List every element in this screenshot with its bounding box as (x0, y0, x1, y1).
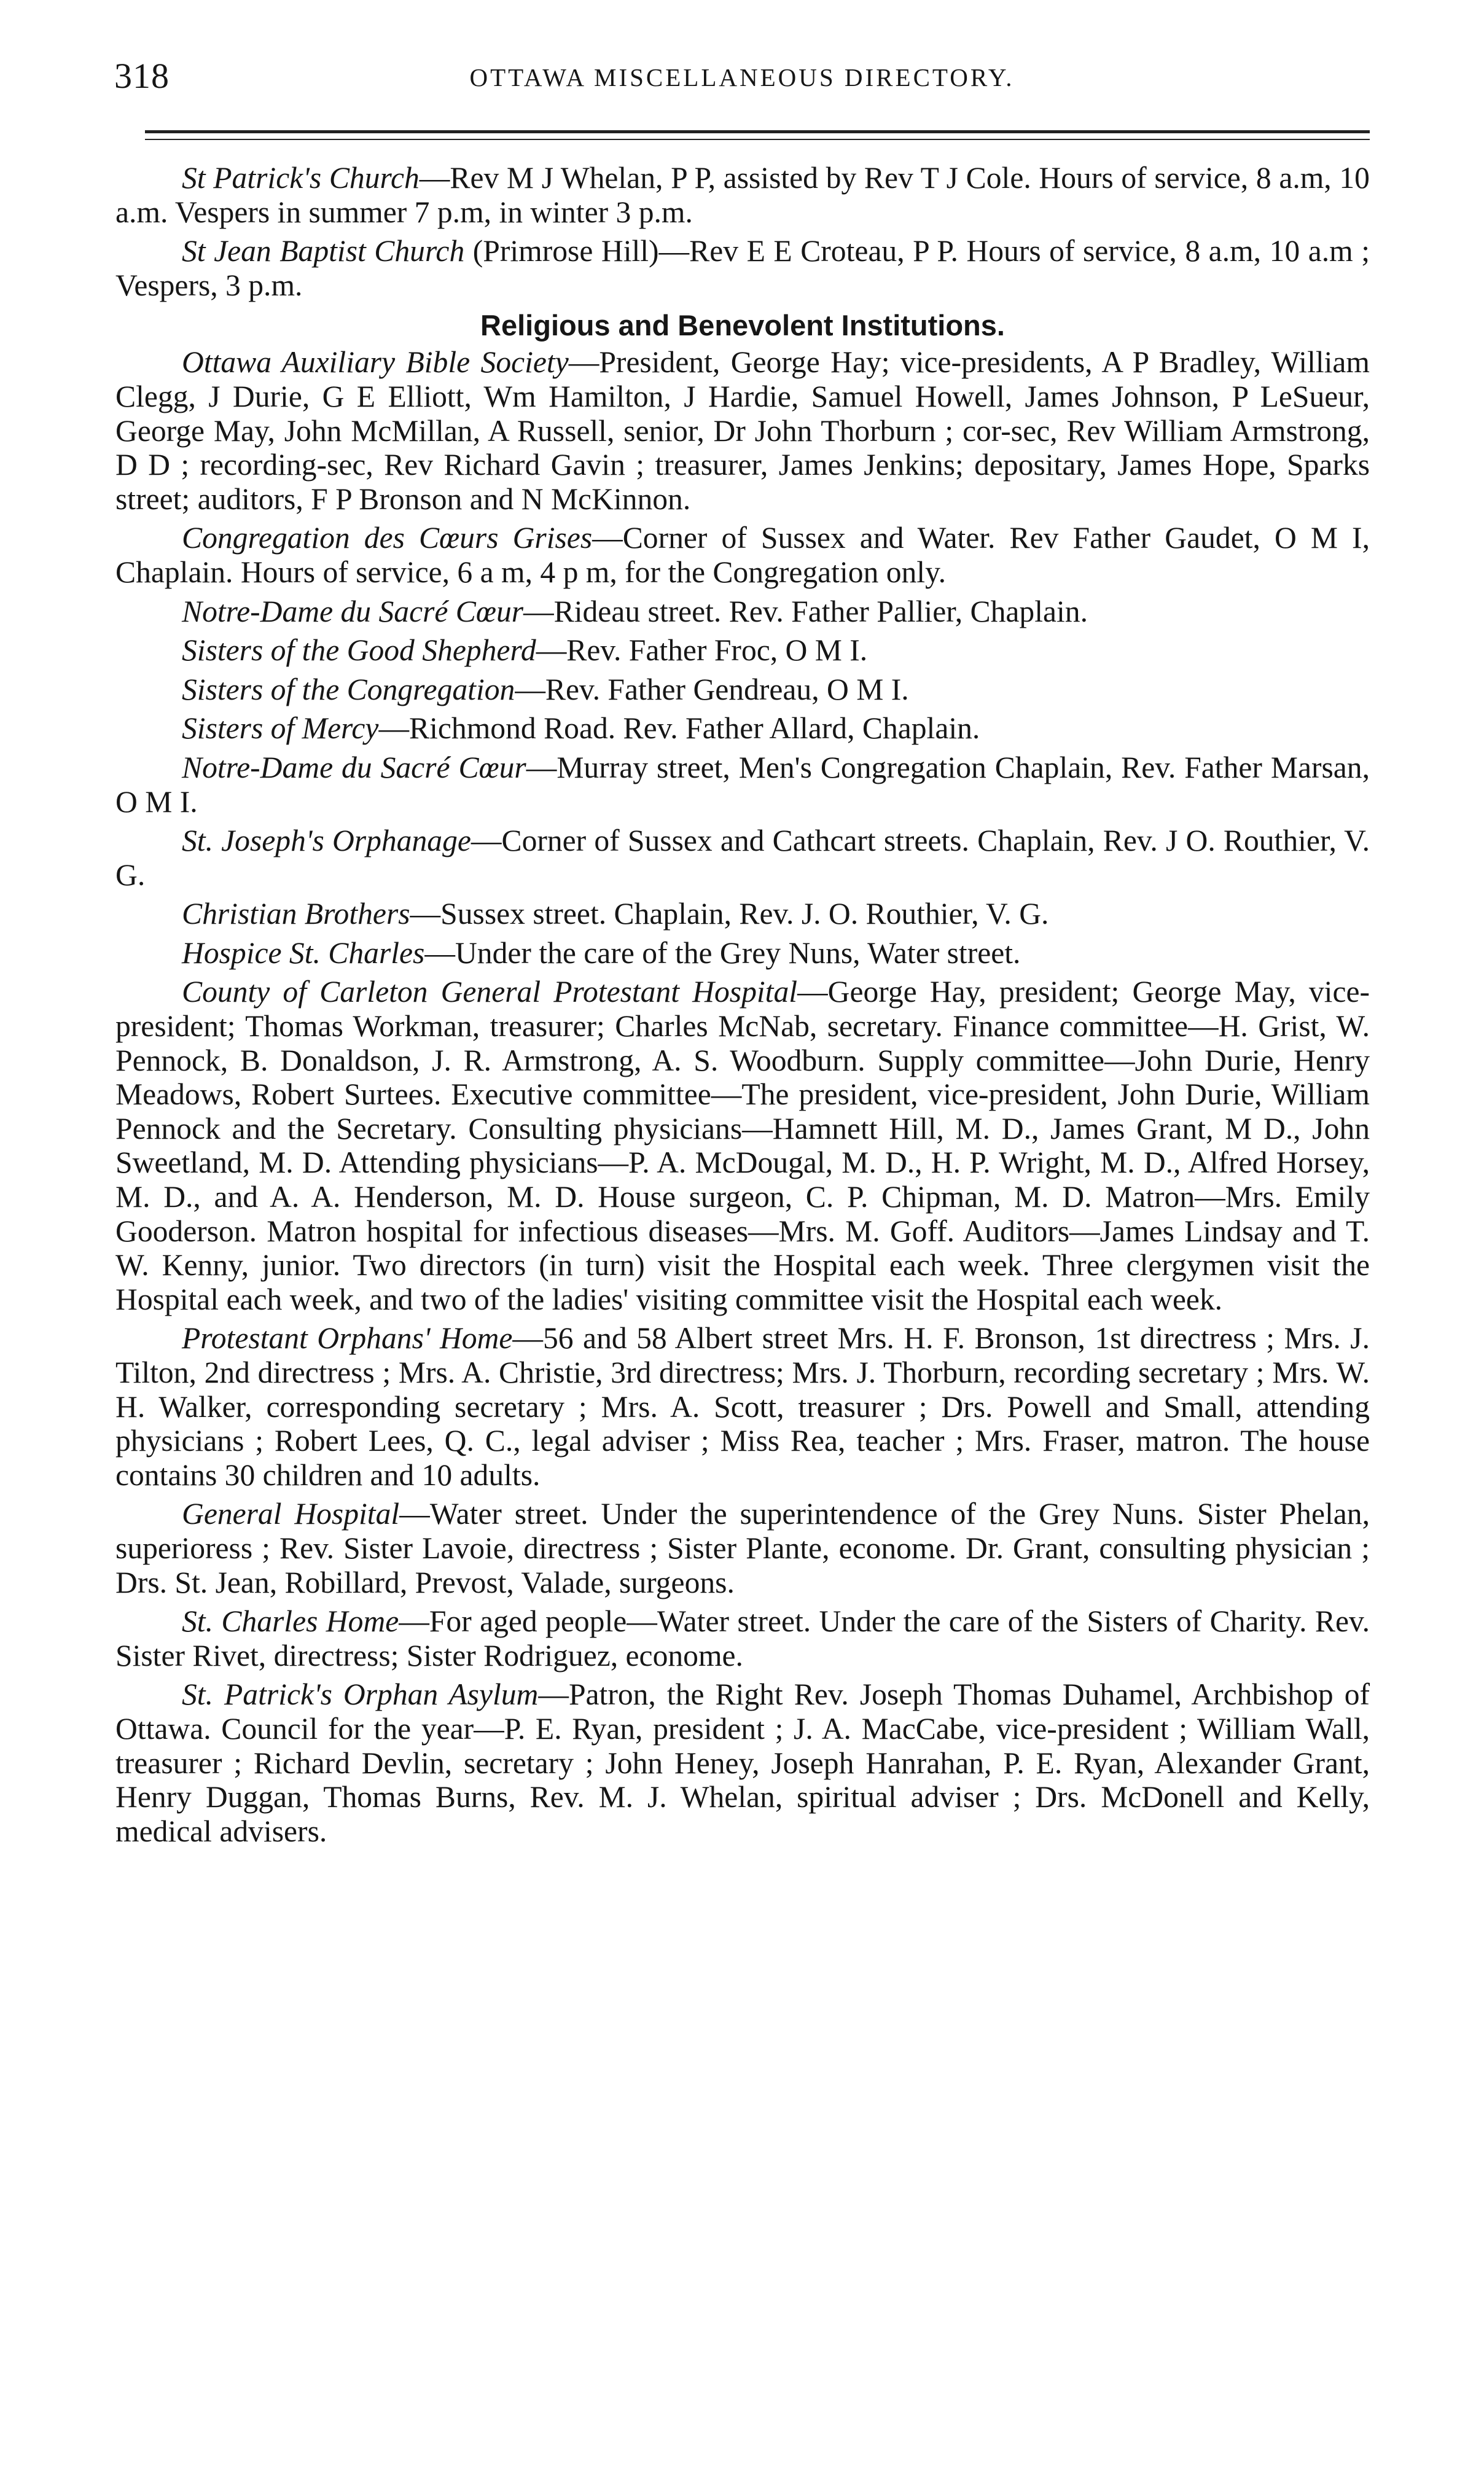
entry-name: Christian Brothers (182, 897, 410, 931)
entry-text: —For aged people—Water street. Under the care of the Sisters of Charity. Rev. Sister Rivet, directress; Sister Rodriguez, econome. (115, 1604, 1370, 1673)
entry-name: St. Joseph's Orphanage (182, 824, 471, 858)
entry-text: —Murray street, Men's Congregation Chaplain, Rev. Father Marsan, O M I. (115, 750, 1370, 819)
entry-name: Protestant Orphans' Home (182, 1321, 513, 1356)
section-heading: Religious and Benevolent Institutions. (480, 309, 1005, 342)
institution-entry (115, 751, 1370, 819)
entry-text: —Rev M J Whelan, P P, assisted by Rev T J Cole. Hours of service, 8 a.m, 10 a.m. Vespers in summer 7 p.m, in winter 3 p.m. (115, 161, 1370, 229)
entry-name: St Patrick's Church (182, 161, 420, 195)
entry-text: —Under the care of the Grey Nuns, Water street. (424, 935, 1021, 970)
entry-name: St Jean Baptist Church (182, 234, 465, 268)
entry-name: Sisters of the Good Shepherd (182, 633, 536, 668)
church-entry (115, 234, 1370, 302)
header-rule-thin (145, 139, 1370, 140)
institution-entry (115, 673, 1370, 707)
institution-entry (115, 345, 1370, 516)
institution-entry (115, 1677, 1370, 1848)
entry-text: —Sussex street. Chaplain, Rev. J. O. Routhier, V. G. (410, 897, 1049, 931)
institution-entry (115, 1321, 1370, 1492)
institution-entry (115, 1604, 1370, 1673)
entry-text: —Water street. Under the superintendence of the Grey Nuns. Sister Phelan, superioress ; Rev. Sister Lavoie, directress ; Sister Plante, econome. Dr. Grant, consulting physician ; Drs. St. Jean, Robillard, Prevost, Valade, surgeons. (115, 1497, 1370, 1599)
institution-entry (115, 897, 1370, 931)
entry-name: Sisters of the Congregation (182, 672, 515, 706)
entry-name: Sisters of Mercy (182, 711, 379, 746)
institution-entry (115, 936, 1370, 970)
page-number: 318 (114, 56, 170, 96)
page-body (115, 161, 1370, 1853)
entry-text: —Patron, the Right Rev. Joseph Thomas Duhamel, Archbishop of Ottawa. Council for the year—P. E. Ryan, president ; J. A. MacCabe, vice-president ; William Wall, treasurer ; Richard Devlin, secretary ; John Heney, Joseph Hanrahan, P. E. Ryan, Alexander Grant, Henry Duggan, Thomas Burns, Rev. M. J. Whelan, spiritual adviser ; Drs. McDonell and Kelly, medical advisers. (115, 1677, 1370, 1848)
entry-text: —Corner of Sussex and Cathcart streets. Chaplain, Rev. J O. Routhier, V. G. (115, 824, 1370, 892)
institution-entry (115, 595, 1370, 629)
entry-text: —Rideau street. Rev. Father Pallier, Chaplain. (523, 594, 1088, 628)
entry-text: —President, George Hay; vice-presidents, A P Bradley, William Clegg, J Durie, G E Elliott, Wm Hamilton, J Hardie, Samuel Howell, James Johnson, P LeSueur, George May, John McMillan, A Russell, senior, Dr John Thorburn ; cor-sec, Rev William Armstrong, D D ; recording-sec, Rev Richard Gavin ; treasurer, James Jenkins; depositary, James Hope, Sparks street; auditors, F P Bronson and N McKinnon. (115, 345, 1370, 516)
running-title: OTTAWA MISCELLANEOUS DIRECTORY. (469, 63, 1015, 92)
entry-name: Ottawa Auxiliary Bible Society (182, 345, 569, 380)
church-entry (115, 161, 1370, 229)
entry-name: St. Patrick's Orphan Asylum (182, 1677, 539, 1712)
entry-text: —56 and 58 Albert street Mrs. H. F. Bronson, 1st directress ; Mrs. J. Tilton, 2nd directress ; Mrs. A. Christie, 3rd directress; Mrs. J. Thorburn, recording secretary ; Mrs. W. H. Walker, corresponding secretary ; Mrs. A. Scott, treasurer ; Drs. Powell and Small, attending physicians ; Robert Lees, Q. C., legal adviser ; Miss Rea, teacher ; Mrs. Fraser, matron. The house contains 30 children and 10 adults. (115, 1321, 1370, 1492)
entry-name: Notre-Dame du Sacré Cœur (182, 594, 524, 628)
entry-text: —George Hay, president; George May, vice-president; Thomas Workman, treasurer; Charles McNab, secretary. Finance committee—H. Grist, W. Pennock, B. Donaldson, J. R. Armstrong, A. S. Woodburn. Supply committee—John Durie, Henry Meadows, Robert Surtees. Executive committee—The president, vice-president, John Durie, William Pennock and the Secretary. Consulting physicians—Hamnett Hill, M. D., James Grant, M D., John Sweetland, M. D. Attending physicians—P. A. McDougal, M. D., H. P. Wright, M. D., Alfred Horsey, M. D., and A. A. Henderson, M. D. House surgeon, C. P. Chipman, M. D. Matron—Mrs. Emily Gooderson. Matron hospital for infectious diseases—Mrs. M. Goff. Auditors—James Lindsay and T. W. Kenny, junior. Two directors (in turn) visit the Hospital each week. Three clergymen visit the Hospital each week, and two of the ladies' visiting committee visit the Hospital each week. (115, 975, 1370, 1316)
institution-entry (115, 824, 1370, 892)
entry-name: St. Charles Home (182, 1604, 399, 1639)
institution-entry (115, 975, 1370, 1316)
institution-entry (115, 521, 1370, 589)
page-header (114, 55, 1370, 123)
institution-entry (115, 1497, 1370, 1599)
entry-name: County of Carleton General Protestant Hospital (182, 975, 798, 1009)
entry-name: Congregation des Cœurs Grises (182, 521, 593, 555)
header-rule-thick (145, 130, 1370, 133)
institution-entry (115, 711, 1370, 746)
entry-text: —Corner of Sussex and Water. Rev Father Gaudet, O M I, Chaplain. Hours of service, 6 a m, 4 p m, for the Congregation only. (115, 521, 1370, 589)
entry-text: —Rev. Father Gendreau, O M I. (515, 672, 909, 706)
entry-name: Notre-Dame du Sacré Cœur (182, 750, 526, 784)
entry-text: —Rev. Father Froc, O M I. (536, 633, 868, 668)
entry-text: —Richmond Road. Rev. Father Allard, Chaplain. (378, 711, 980, 746)
entry-text: (Primrose Hill)—Rev E E Croteau, P P. Hours of service, 8 a.m, 10 a.m ; Vespers, 3 p.m. (115, 234, 1370, 302)
entry-name: General Hospital (182, 1497, 400, 1531)
institution-entry (115, 633, 1370, 668)
entry-name: Hospice St. Charles (182, 935, 425, 970)
